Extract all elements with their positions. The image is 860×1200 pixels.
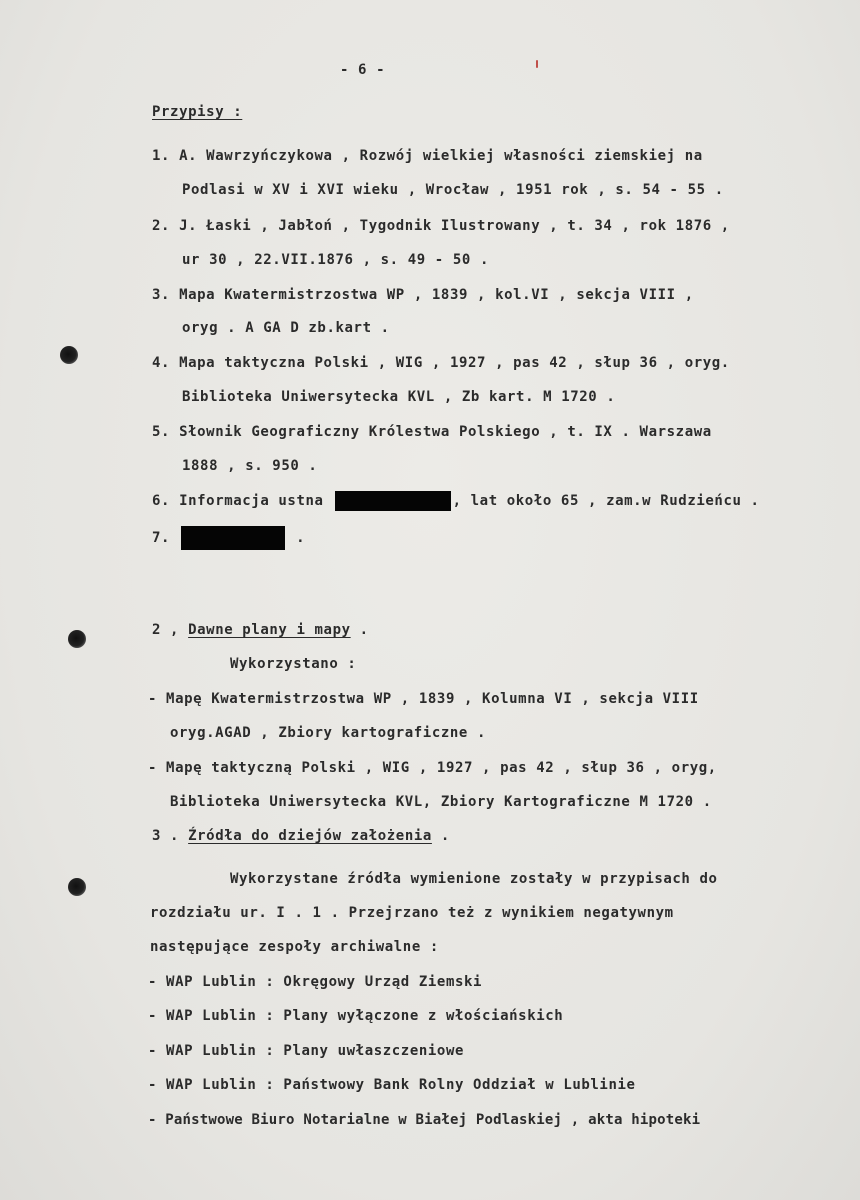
footnote-5-line-1: 5. Słownik Geograficzny Królestwa Polskiego , t. IX . Warszawa bbox=[152, 424, 712, 440]
section-3-paragraph-line-1: Wykorzystane źródła wymienione zostały w przypisach do bbox=[230, 871, 718, 887]
section-2-title: Dawne plany i mapy bbox=[188, 622, 351, 638]
archive-list-item-2: - WAP Lublin : Plany wyłączone z włościańskich bbox=[148, 1008, 564, 1024]
footnote-2-line-1: 2. J. Łaski , Jabłoń , Tygodnik Ilustrowany , t. 34 , rok 1876 , bbox=[152, 218, 730, 234]
section-2-number: 2 , bbox=[152, 622, 189, 638]
section-3-paragraph-line-2: rozdziału ur. I . 1 . Przejrzano też z wynikiem negatywnym bbox=[150, 905, 674, 921]
section-2-period: . bbox=[350, 622, 369, 638]
footnote-5-line-2: 1888 , s. 950 . bbox=[182, 458, 318, 474]
section-2-used: Wykorzystano : bbox=[230, 656, 357, 672]
punch-hole-middle bbox=[68, 630, 86, 648]
footnote-7-text-after: . bbox=[287, 530, 306, 546]
section-2-item-2-line-1: - Mapę taktyczną Polski , WIG , 1927 , pas 42 , słup 36 , oryg, bbox=[148, 760, 717, 776]
footnote-7 bbox=[152, 526, 305, 550]
section-3-heading bbox=[152, 828, 450, 844]
section-3-paragraph-line-3: następujące zespoły archiwalne : bbox=[150, 939, 439, 955]
section-2-item-2-line-2: Biblioteka Uniwersytecka KVL, Zbiory Kartograficzne M 1720 . bbox=[170, 794, 712, 810]
footnote-4-line-2: Biblioteka Uniwersytecka KVL , Zb kart. M 1720 . bbox=[182, 389, 616, 405]
section-3-title: Źródła do dziejów założenia bbox=[188, 828, 432, 844]
page-number: - 6 - bbox=[340, 62, 386, 78]
archive-list-item-5: - Państwowe Biuro Notarialne w Białej Podlaskiej , akta hipoteki bbox=[148, 1112, 701, 1128]
footnote-7-number: 7. bbox=[152, 530, 180, 546]
footnote-3-line-1: 3. Mapa Kwatermistrzostwa WP , 1839 , kol.VI , sekcja VIII , bbox=[152, 287, 694, 303]
footnote-4-line-1: 4. Mapa taktyczna Polski , WIG , 1927 , pas 42 , słup 36 , oryg. bbox=[152, 355, 730, 371]
punch-hole-bottom bbox=[68, 878, 86, 896]
ink-mark bbox=[536, 60, 538, 68]
redaction-box bbox=[335, 491, 451, 511]
footnotes-heading: Przypisy : bbox=[152, 104, 243, 120]
archive-list-item-4: - WAP Lublin : Państwowy Bank Rolny Oddział w Lublinie bbox=[148, 1077, 636, 1093]
section-3-number: 3 . bbox=[152, 828, 189, 844]
footnote-3-line-2: oryg . A GA D zb.kart . bbox=[182, 320, 390, 336]
punch-hole-top bbox=[60, 346, 78, 364]
footnote-1-line-2: Podlasi w XV i XVI wieku , Wrocław , 1951 rok , s. 54 - 55 . bbox=[182, 182, 724, 198]
section-2-item-1-line-1: - Mapę Kwatermistrzostwa WP , 1839 , Kolumna VI , sekcja VIII bbox=[148, 691, 699, 707]
footnote-6-text-before: 6. Informacja ustna bbox=[152, 493, 333, 509]
footnote-6 bbox=[152, 491, 760, 511]
section-2-item-1-line-2: oryg.AGAD , Zbiory kartograficzne . bbox=[170, 725, 487, 741]
archive-list-item-1: - WAP Lublin : Okręgowy Urząd Ziemski bbox=[148, 974, 483, 990]
footnote-6-text-after: , lat około 65 , zam.w Rudzieńcu . bbox=[452, 493, 760, 509]
redaction-box bbox=[181, 526, 285, 550]
section-2-heading bbox=[152, 622, 369, 638]
footnote-2-line-2: ur 30 , 22.VII.1876 , s. 49 - 50 . bbox=[182, 252, 489, 268]
footnote-1-line-1: 1. A. Wawrzyńczykowa , Rozwój wielkiej własności ziemskiej na bbox=[152, 148, 703, 164]
section-3-period: . bbox=[431, 828, 450, 844]
archive-list-item-3: - WAP Lublin : Plany uwłaszczeniowe bbox=[148, 1043, 465, 1059]
